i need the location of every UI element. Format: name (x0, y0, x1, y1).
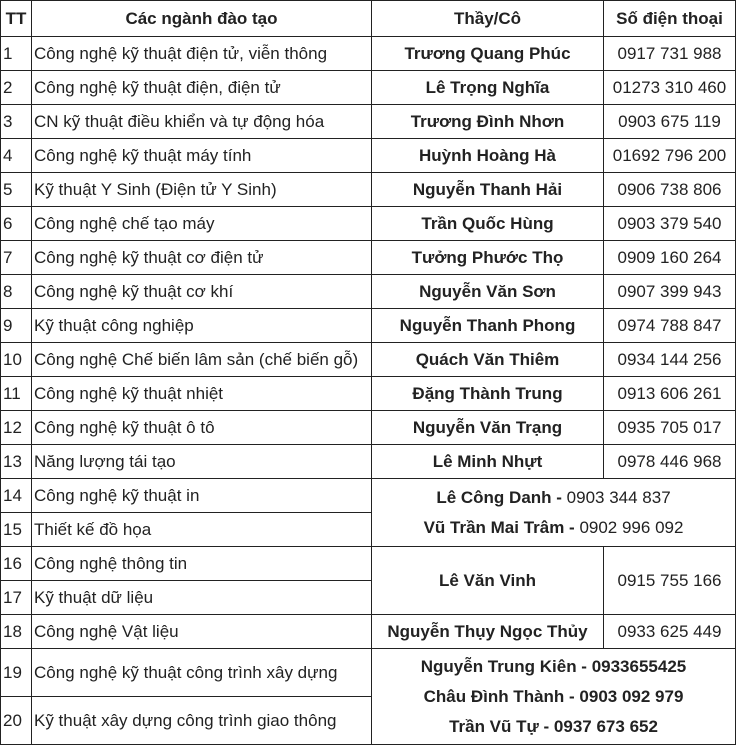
row-number: 16 (1, 547, 32, 581)
teacher-name: Nguyễn Văn Sơn (372, 275, 604, 309)
phone-number: 0903 344 837 (566, 487, 671, 507)
header-phone: Số điện thoại (604, 1, 736, 37)
major-name: Công nghệ kỹ thuật công trình xây dựng (32, 649, 372, 697)
contact-line (374, 483, 733, 513)
header-row (1, 1, 736, 37)
phone-number: 0902 996 092 (579, 517, 684, 537)
major-name: Công nghệ kỹ thuật điện, điện tử (32, 71, 372, 105)
row-number: 14 (1, 479, 32, 513)
phone-number: 0907 399 943 (604, 275, 736, 309)
major-name: Công nghệ kỹ thuật nhiệt (32, 377, 372, 411)
phone-number: 0903 379 540 (604, 207, 736, 241)
teacher-name: Lê Minh Nhựt (372, 445, 604, 479)
table-row (1, 173, 736, 207)
major-name: Công nghệ kỹ thuật máy tính (32, 139, 372, 173)
table-row (1, 309, 736, 343)
contact-line: Trần Vũ Tự - 0937 673 652 (449, 716, 658, 736)
phone-number: 0913 606 261 (604, 377, 736, 411)
header-major: Các ngành đào tạo (32, 1, 372, 37)
teacher-name: Trương Quang Phúc (372, 37, 604, 71)
major-name: Kỹ thuật Y Sinh (Điện tử Y Sinh) (32, 173, 372, 207)
row-number: 18 (1, 615, 32, 649)
teacher-name: Nguyễn Thụy Ngọc Thủy (372, 615, 604, 649)
phone-number: 0933 625 449 (604, 615, 736, 649)
table-row (1, 105, 736, 139)
table-row (1, 479, 736, 513)
major-name: Công nghệ Chế biến lâm sản (chế biến gỗ) (32, 343, 372, 377)
contact-line: Nguyễn Trung Kiên - 0933655425 (420, 656, 687, 676)
table-row (1, 411, 736, 445)
major-name: Thiết kế đồ họa (32, 513, 372, 547)
phone-number: 0974 788 847 (604, 309, 736, 343)
row-number: 19 (1, 649, 32, 697)
major-name: Công nghệ kỹ thuật in (32, 479, 372, 513)
table-row (1, 615, 736, 649)
row-number: 6 (1, 207, 32, 241)
teacher-name: Lê Công Danh (436, 487, 552, 507)
table-row (1, 275, 736, 309)
major-name: Kỹ thuật dữ liệu (32, 581, 372, 615)
teacher-name: Vũ Trần Mai Trâm (423, 517, 565, 537)
phone-number: 0935 705 017 (604, 411, 736, 445)
phone-number: 0906 738 806 (604, 173, 736, 207)
row-number: 9 (1, 309, 32, 343)
phone-number: 01273 310 460 (604, 71, 736, 105)
teacher-name: Nguyễn Thanh Hải (372, 173, 604, 207)
row-number: 3 (1, 105, 32, 139)
phone-number: 0903 675 119 (604, 105, 736, 139)
table-body (1, 37, 736, 745)
major-name: Công nghệ thông tin (32, 547, 372, 581)
teacher-name: Nguyễn Văn Trạng (372, 411, 604, 445)
major-name: Công nghệ kỹ thuật ô tô (32, 411, 372, 445)
major-name: Công nghệ Vật liệu (32, 615, 372, 649)
teacher-name: Lê Trọng Nghĩa (372, 71, 604, 105)
contact-line: Châu Đình Thành - 0903 092 979 (423, 686, 684, 706)
row-number: 7 (1, 241, 32, 275)
teacher-name: Trương Đình Nhơn (372, 105, 604, 139)
teacher-name: Lê Văn Vinh (372, 547, 604, 615)
phone-number: 01692 796 200 (604, 139, 736, 173)
row-number: 1 (1, 37, 32, 71)
phone-number: 0917 731 988 (604, 37, 736, 71)
phone-number: 0934 144 256 (604, 343, 736, 377)
table-row (1, 241, 736, 275)
row-number: 5 (1, 173, 32, 207)
major-name: CN kỹ thuật điều khiển và tự động hóa (32, 105, 372, 139)
teacher-name: Tưởng Phước Thọ (372, 241, 604, 275)
separator: - (564, 517, 580, 537)
row-number: 4 (1, 139, 32, 173)
row-number: 10 (1, 343, 32, 377)
contact-line (374, 513, 733, 543)
row-number: 13 (1, 445, 32, 479)
major-name: Năng lượng tái tạo (32, 445, 372, 479)
table-row (1, 343, 736, 377)
header-teacher: Thầy/Cô (372, 1, 604, 37)
table-row (1, 139, 736, 173)
table-row (1, 207, 736, 241)
header-tt: TT (1, 1, 32, 37)
teacher-name: Huỳnh Hoàng Hà (372, 139, 604, 173)
teacher-name: Trần Quốc Hùng (372, 207, 604, 241)
teacher-name: Quách Văn Thiêm (372, 343, 604, 377)
contacts-cell (372, 649, 736, 745)
row-number: 11 (1, 377, 32, 411)
major-name: Kỹ thuật công nghiệp (32, 309, 372, 343)
row-number: 20 (1, 697, 32, 745)
phone-number: 0909 160 264 (604, 241, 736, 275)
table-row (1, 71, 736, 105)
table-row (1, 547, 736, 581)
contacts-cell (372, 479, 736, 547)
table-row (1, 377, 736, 411)
row-number: 8 (1, 275, 32, 309)
major-name: Công nghệ kỹ thuật cơ khí (32, 275, 372, 309)
phone-number: 0978 446 968 (604, 445, 736, 479)
major-name: Công nghệ kỹ thuật cơ điện tử (32, 241, 372, 275)
major-name: Công nghệ kỹ thuật điện tử, viễn thông (32, 37, 372, 71)
teacher-name: Nguyễn Thanh Phong (372, 309, 604, 343)
separator: - (551, 487, 567, 507)
major-name: Công nghệ chế tạo máy (32, 207, 372, 241)
row-number: 17 (1, 581, 32, 615)
row-number: 2 (1, 71, 32, 105)
major-name: Kỹ thuật xây dựng công trình giao thông (32, 697, 372, 745)
row-number: 12 (1, 411, 32, 445)
table-row (1, 649, 736, 697)
row-number: 15 (1, 513, 32, 547)
table-row (1, 37, 736, 71)
table-row (1, 445, 736, 479)
teacher-name: Đặng Thành Trung (372, 377, 604, 411)
phone-number: 0915 755 166 (604, 547, 736, 615)
